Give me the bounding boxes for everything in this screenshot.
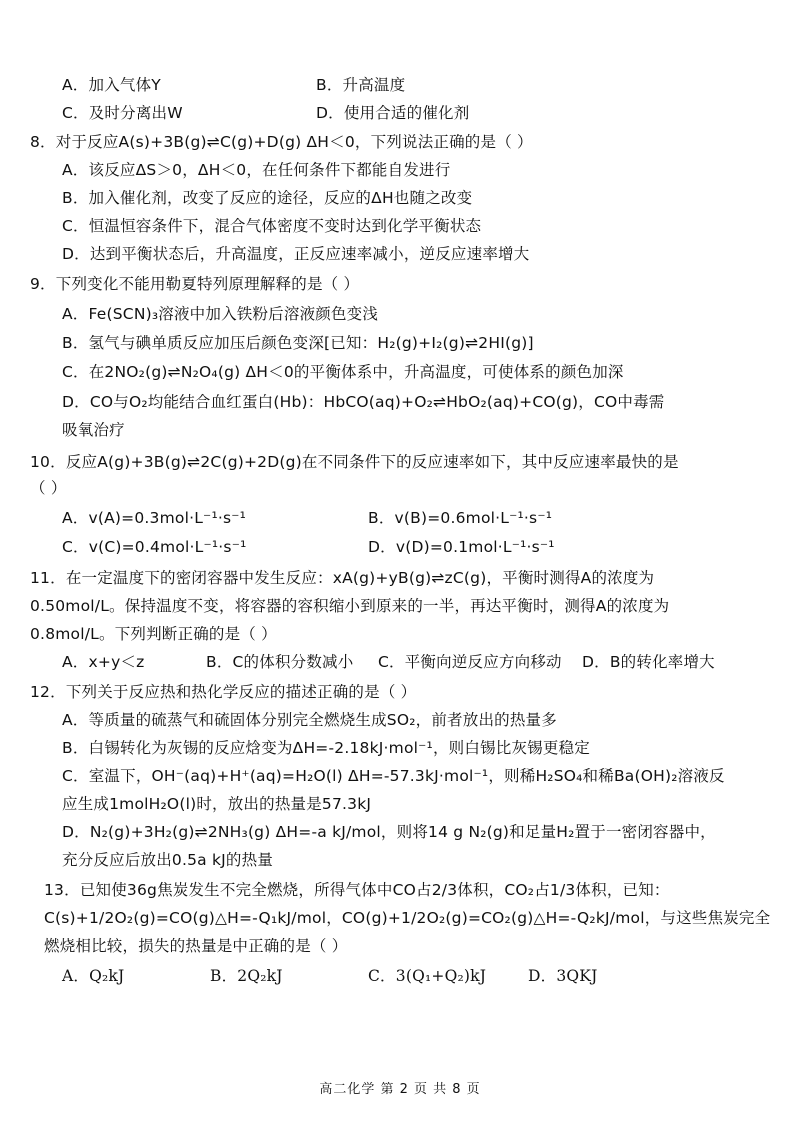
q11-stem-line2: 0.50mol/L。保持温度不变，将容器的容积缩小到原来的一半，再达平衡时，测得A的浓度为 [30,597,670,615]
q9-option-c: C．在2NO₂(g)⇌N₂O₄(g) ΔH＜0的平衡体系中，升高温度，可使体系的颜色加深 [62,363,624,381]
q11-option-c: C．平衡向逆反应方向移动 [378,653,562,671]
q8-option-d: D．达到平衡状态后，升高温度，正反应速率减小，逆反应速率增大 [62,245,530,263]
q8-option-c: C．恒温恒容条件下，混合气体密度不变时达到化学平衡状态 [62,217,482,235]
q11-option-a: A．x+y＜z [62,653,145,671]
q10-option-d: D．v(D)=0.1mol·L⁻¹·s⁻¹ [368,538,555,556]
q11-stem-line3: 0.8mol/L。下列判断正确的是（ ） [30,625,277,643]
q10-stem-line1: 10．反应A(g)+3B(g)⇌2C(g)+2D(g)在不同条件下的反应速率如下，其中反应速率最快的是 [30,453,679,471]
q10-option-c: C．v(C)=0.4mol·L⁻¹·s⁻¹ [62,538,247,556]
q7-option-b: B．升高温度 [316,76,406,94]
q10-stem-line2: （ ） [30,479,67,497]
q12-option-a: A．等质量的硫蒸气和硫固体分别完全燃烧生成SO₂，前者放出的热量多 [62,711,557,729]
q13-option-a: A．Q₂kJ [62,967,125,985]
q12-option-d-line1: D．N₂(g)+3H₂(g)⇌2NH₃(g) ΔH=-a kJ/mol，则将14 g N₂(g)和足量H₂置于一密闭容器中， [62,823,716,841]
q13-option-d: D．3QKJ [528,967,598,985]
q8-option-a: A．该反应ΔS＞0，ΔH＜0，在任何条件下都能自发进行 [62,161,451,179]
q9-option-d-line2: 吸氧治疗 [62,421,125,439]
q10-option-a: A．v(A)=0.3mol·L⁻¹·s⁻¹ [62,509,247,527]
q13-stem-line2: C(s)+1/2O₂(g)=CO(g)△H=-Q₁kJ/mol，CO(g)+1/2O₂(g)=CO₂(g)△H=-Q₂kJ/mol，与这些焦炭完全 [44,909,771,927]
q8-option-b: B．加入催化剂，改变了反应的途径，反应的ΔH也随之改变 [62,189,473,207]
q7-option-c: C．及时分离出W [62,104,183,122]
q9-option-d-line1: D．CO与O₂均能结合血红蛋白(Hb)：HbCO(aq)+O₂⇌HbO₂(aq)+CO(g)，CO中毒需 [62,393,665,411]
q12-option-b: B．白锡转化为灰锡的反应焓变为ΔH=-2.18kJ·mol⁻¹，则白锡比灰锡更稳定 [62,739,590,757]
q11-option-d: D．B的转化率增大 [582,653,715,671]
q7-option-a: A．加入气体Y [62,76,161,94]
q7-option-d: D．使用合适的催化剂 [316,104,470,122]
q9-option-a: A．Fe(SCN)₃溶液中加入铁粉后溶液颜色变浅 [62,305,379,323]
q13-option-b: B．2Q₂kJ [210,967,283,985]
q13-stem-line3: 燃烧相比较，损失的热量是中正确的是（ ） [44,937,348,955]
q11-option-b: B．C的体积分数减小 [206,653,354,671]
q12-option-c-line2: 应生成1molH₂O(l)时，放出的热量是57.3kJ [62,795,372,813]
page-footer: 高二化学 第 2 页 共 8 页 [319,1082,481,1097]
q12-option-c-line1: C．室温下，OH⁻(aq)+H⁺(aq)=H₂O(l) ΔH=-57.3kJ·mol⁻¹，则稀H₂SO₄和稀Ba(OH)₂溶液反 [62,767,725,785]
q11-stem-line1: 11．在一定温度下的密闭容器中发生反应：xA(g)+yB(g)⇌zC(g)，平衡时测得A的浓度为 [30,569,655,587]
q9-option-b: B．氢气与碘单质反应加压后颜色变深[已知：H₂(g)+I₂(g)⇌2HI(g)] [62,334,534,352]
q8-stem: 8．对于反应A(s)+3B(g)⇌C(g)+D(g) ΔH＜0，下列说法正确的是（ ） [30,133,533,151]
q9-stem: 9．下列变化不能用勒夏特列原理解释的是（ ） [30,275,360,293]
q13-option-c: C．3(Q₁+Q₂)kJ [368,967,487,985]
q10-option-b: B．v(B)=0.6mol·L⁻¹·s⁻¹ [368,509,553,527]
q12-option-d-line2: 充分反应后放出0.5a kJ的热量 [62,851,274,869]
q12-stem: 12．下列关于反应热和热化学反应的描述正确的是（ ） [30,683,417,701]
q13-stem-line1: 13．已知使36g焦炭发生不完全燃烧，所得气体中CO占2/3体积，CO₂占1/3体积，已知： [44,881,670,899]
